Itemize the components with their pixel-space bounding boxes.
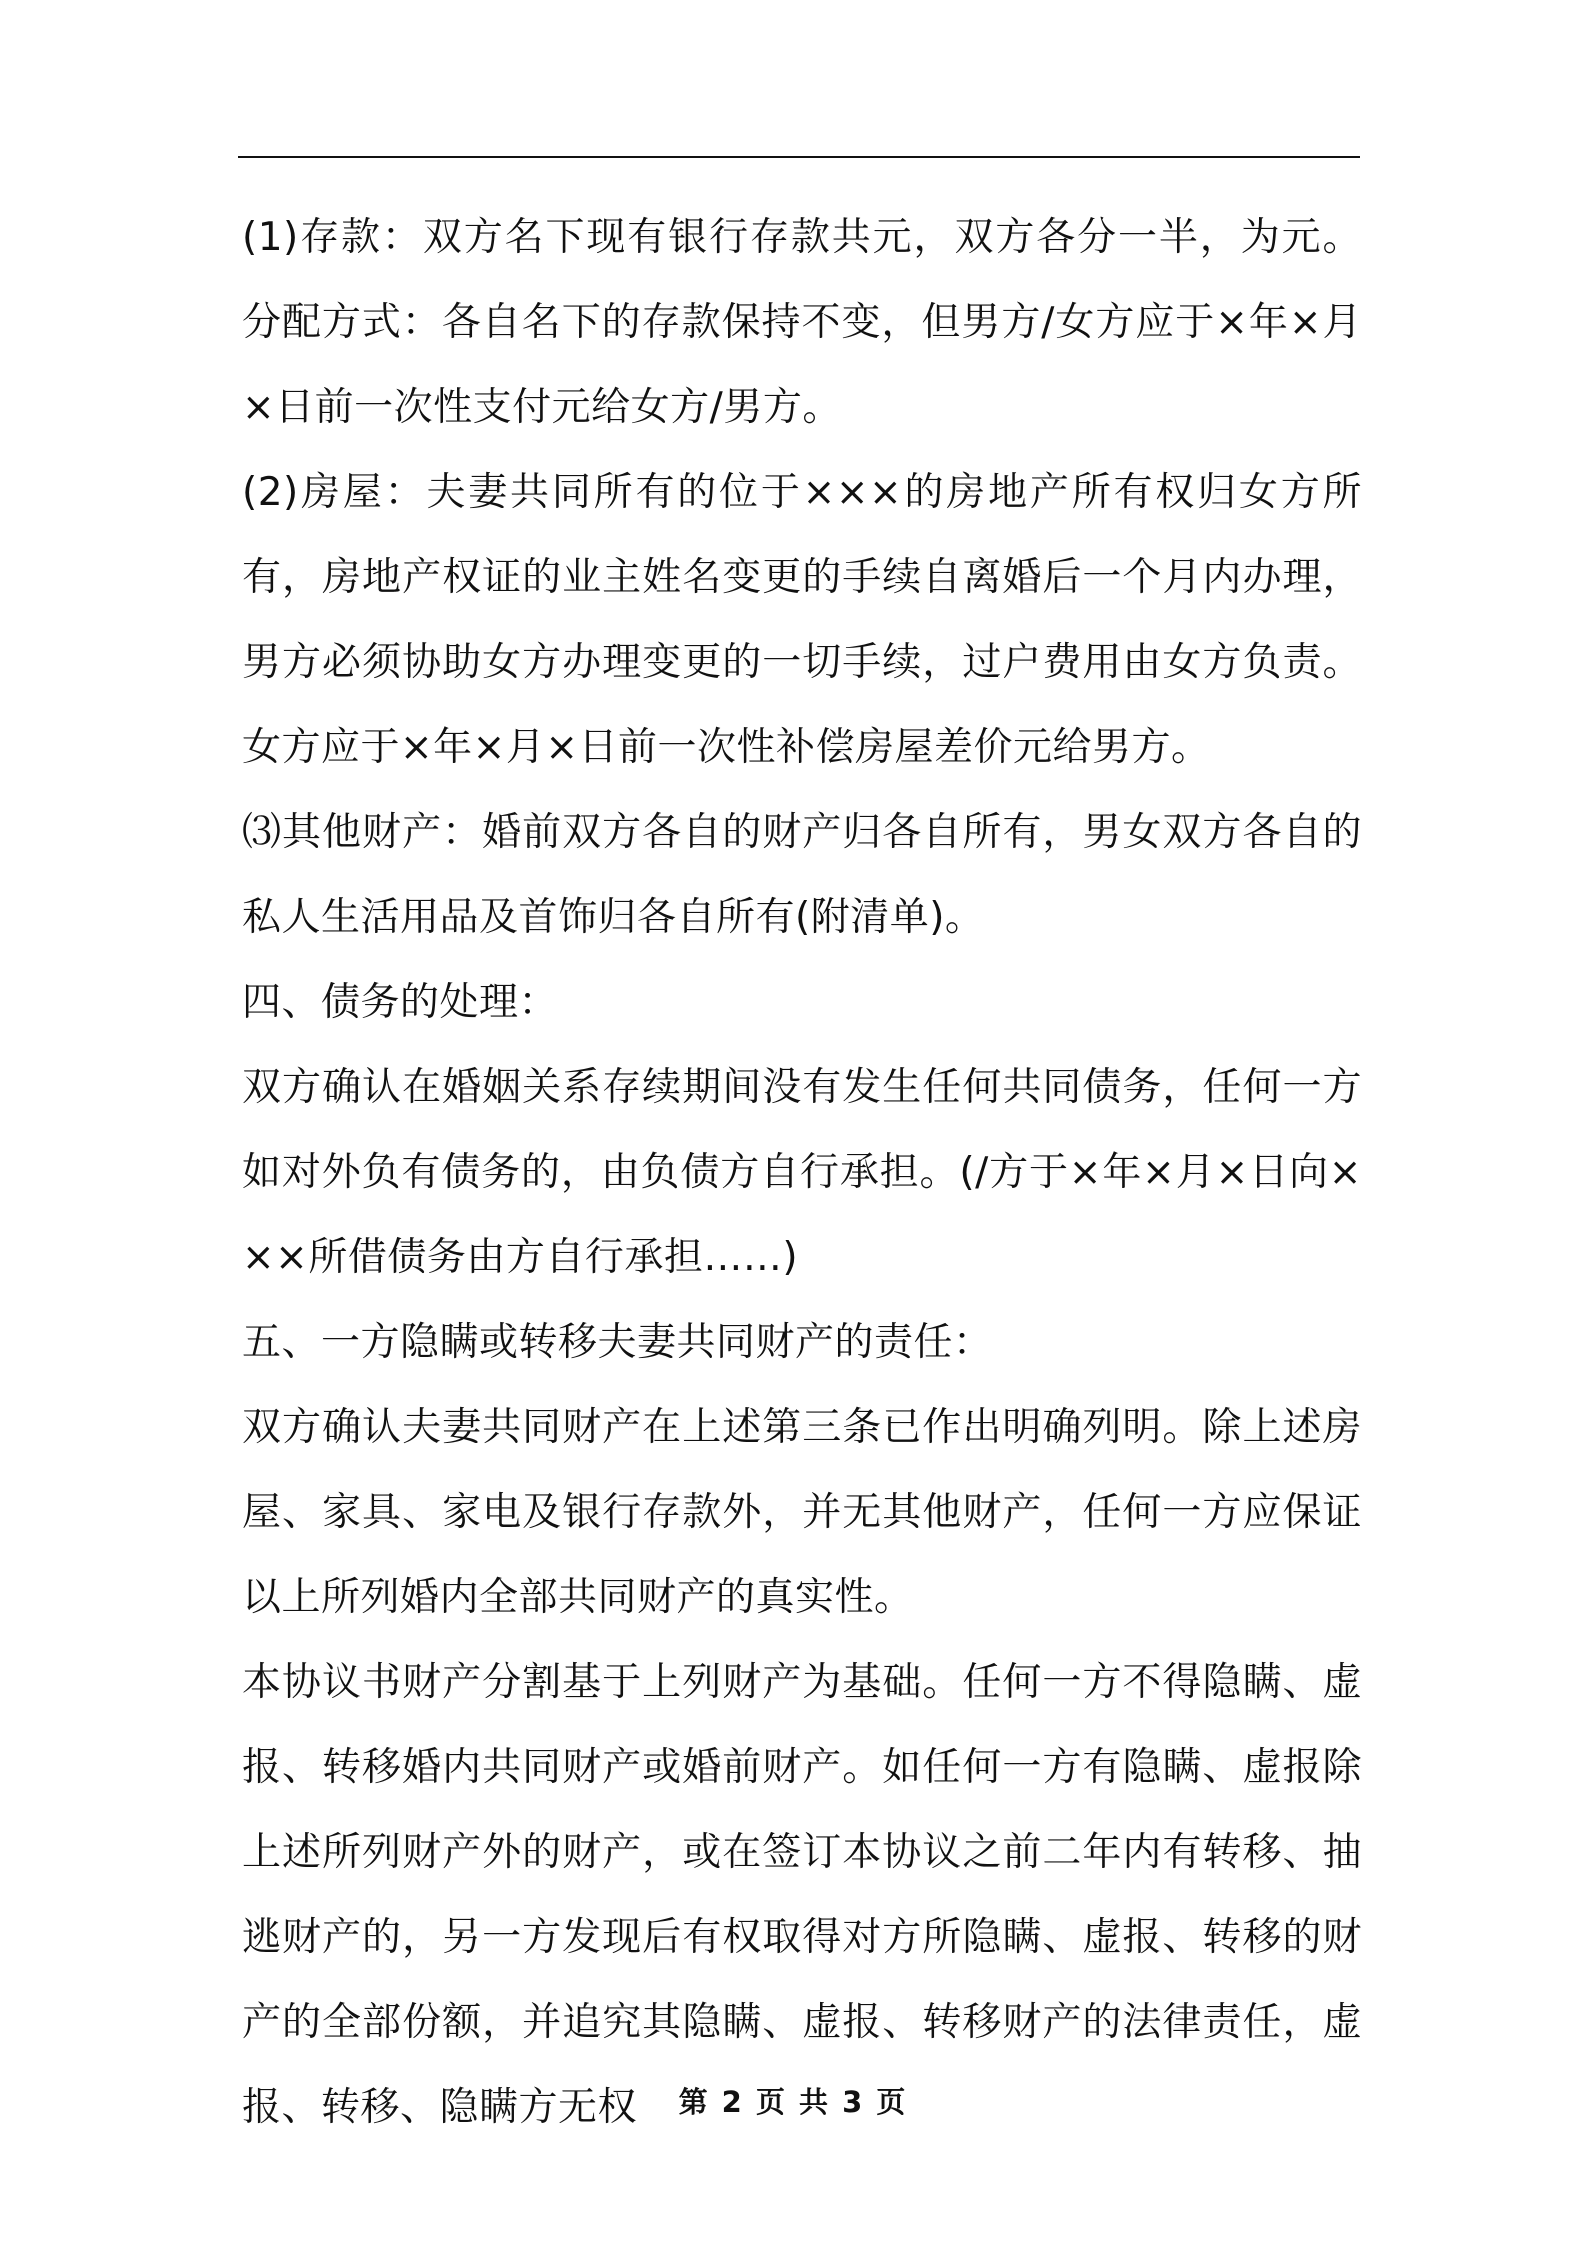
section-heading-concealment: 五、一方隐瞒或转移夫妻共同财产的责任： (242, 1320, 993, 1365)
paragraph-other-property: ⑶其他财产：婚前双方各自的财产归各自所有，男女双方各自的私人生活用品及首饰归各自所有(附清单)。 (242, 810, 1362, 940)
paragraph-confirmation: 双方确认夫妻共同财产在上述第三条已作出明确列明。除上述房屋、家具、家电及银行存款外，并无其他财产，任何一方应保证以上所列婚内全部共同财产的真实性。 (242, 1405, 1362, 1620)
paragraph-division-basis: 本协议书财产分割基于上列财产为基础。任何一方不得隐瞒、虚报、转移婚内共同财产或婚前财产。如任何一方有隐瞒、虚报除上述所列财产外的财产，或在签订本协议之前二年内有转移、抽逃财产的，另一方发现后有权取得对方所隐瞒、虚报、转移的财产的全部份额，并追究其隐瞒、虚报、转移财产的法律责任，虚报、转移、隐瞒方无权 (242, 1660, 1362, 2130)
page-footer (0, 2080, 1586, 2121)
paragraph-house: (2)房屋：夫妻共同所有的位于×××的房地产所有权归女方所有，房地产权证的业主姓名变更的手续自离婚后一个月内办理，男方必须协助女方办理变更的一切手续，过户费用由女方负责。女方应于×年×月×日前一次性补偿房屋差价元给男方。 (242, 470, 1362, 770)
document-body (242, 195, 1362, 2150)
paragraph-savings: (1)存款：双方名下现有银行存款共元，双方各分一半，为元。分配方式：各自名下的存款保持不变，但男方/女方应于×年×月×日前一次性支付元给女方/男方。 (242, 215, 1362, 430)
page-number-label: 第 2 页 共 3 页 (678, 2085, 908, 2119)
section-heading-debt: 四、债务的处理： (242, 980, 559, 1025)
paragraph-debt: 双方确认在婚姻关系存续期间没有发生任何共同债务，任何一方如对外负有债务的，由负债方自行承担。(/方于×年×月×日向×××所借债务由方自行承担……) (242, 1065, 1362, 1280)
header-rule (238, 156, 1360, 158)
